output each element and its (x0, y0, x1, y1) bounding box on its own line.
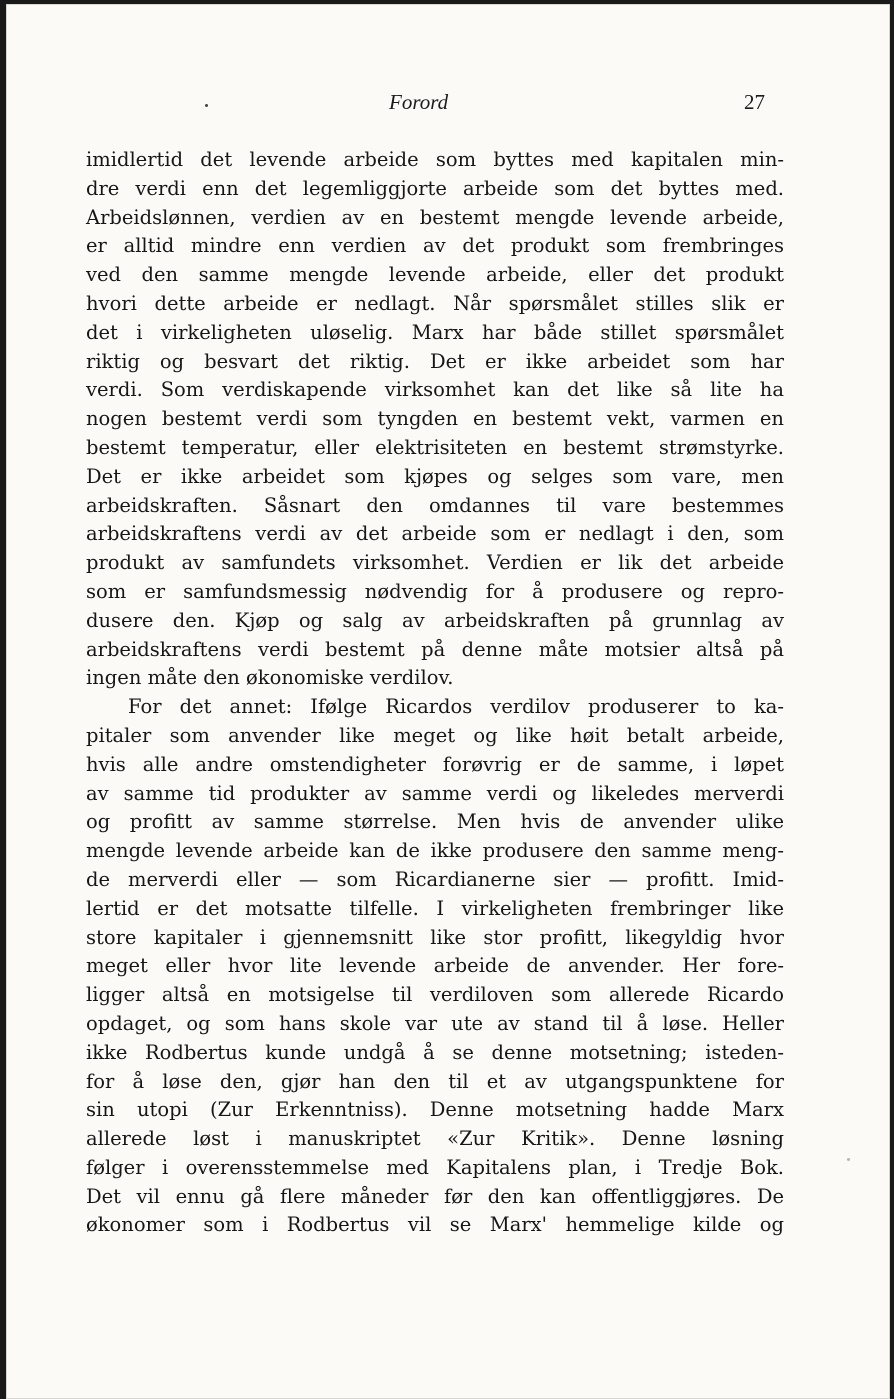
text-line: ikke Rodbertus kunde undgå å se denne motsetning; isteden- (86, 1040, 784, 1064)
text-line: arbeidskraftens verdi bestemt på denne måte motsier altså på (86, 637, 784, 661)
text-line: dusere den. Kjøp og salg av arbeidskraften på grunnlag av (86, 608, 784, 632)
text-line: som er samfundsmessig nødvendig for å produsere og repro- (86, 579, 784, 603)
text-line: lertid er det motsatte tilfelle. I virkeligheten frembringer like (86, 896, 784, 920)
text-line: hvori dette arbeide er nedlagt. Når spørsmålet stilles slik er (86, 291, 784, 315)
text-line: verdi. Som verdiskapende virksomhet kan det like så lite ha (86, 378, 784, 402)
text-line: mengde levende arbeide kan de ikke produsere den samme meng- (86, 839, 784, 863)
text-line: bestemt temperatur, eller elektrisiteten en bestemt strømstyrke. (86, 435, 784, 459)
text-line: Arbeidslønnen, verdien av en bestemt mengde levende arbeide, (86, 205, 784, 229)
paragraph-start-line: For det annet: Ifølge Ricardos verdilov produserer to ka- (128, 695, 784, 719)
text-line: sin utopi (Zur Erkenntniss). Denne motsetning hadde Marx (86, 1098, 784, 1122)
text-line: produkt av samfundets virksomhet. Verdien er lik det arbeide (86, 551, 784, 575)
text-line: ved den samme mengde levende arbeide, eller det produkt (86, 263, 784, 287)
text-line: av samme tid produkter av samme verdi og likeledes merverdi (86, 781, 784, 805)
text-line: det i virkeligheten uløselig. Marx har både stillet spørsmålet (86, 320, 784, 344)
text-line: imidlertid det levende arbeide som byttes med kapitalen min- (86, 148, 784, 171)
text-line: allerede løst i manuskriptet «Zur Kritik». Denne løsning (86, 1127, 784, 1151)
text-line: for å løse den, gjør han den til et av utgangspunktene for (86, 1069, 784, 1093)
text-line: Det vil ennu gå flere måneder før den kan offentliggjøres. De (86, 1184, 784, 1208)
page-header (6, 90, 890, 120)
text-line: nogen bestemt verdi som tyngden en bestemt vekt, varmen en (86, 407, 784, 431)
page-number: 27 (744, 90, 765, 114)
text-line: opdaget, og som hans skole var ute av stand til å løse. Heller (86, 1011, 784, 1035)
text-line: meget eller hvor lite levende arbeide de anvender. Her fore- (86, 954, 784, 978)
paragraph-end-line: ingen måte den økonomiske verdilov. (86, 666, 454, 690)
text-line: store kapitaler i gjennemsnitt like stor profitt, likegyldig hvor (86, 925, 784, 949)
text-line: følger i overensstemmelse med Kapitalens plan, i Tredje Bok. (86, 1155, 784, 1179)
text-line: de merverdi eller — som Ricardianerne sier — profitt. Imid- (86, 867, 784, 891)
text-line: pitaler som anvender like meget og like høit betalt arbeide, (86, 723, 784, 747)
text-line: Det er ikke arbeidet som kjøpes og selges som vare, men (86, 464, 784, 488)
book-page (6, 4, 890, 1399)
text-line: og profitt av samme størrelse. Men hvis de anvender ulike (86, 810, 784, 834)
body-text (86, 146, 784, 1240)
text-line: dre verdi enn det legemliggjorte arbeide som det byttes med. (86, 176, 784, 200)
printer-mark (205, 104, 208, 107)
text-line: arbeidskraftens verdi av det arbeide som er nedlagt i den, som (86, 522, 784, 546)
text-line: arbeidskraften. Såsnart den omdannes til vare bestemmes (86, 493, 784, 517)
text-line: er alltid mindre enn verdien av det produkt som frembringes (86, 234, 784, 258)
text-line: økonomer som i Rodbertus vil se Marx' hemmelige kilde og (86, 1213, 784, 1237)
text-line: ligger altså en motsigelse til verdiloven som allerede Ricardo (86, 983, 784, 1007)
paper-speck (847, 1158, 850, 1161)
running-title: Forord (389, 90, 449, 114)
text-line: riktig og besvart det riktig. Det er ikke arbeidet som har (86, 349, 784, 373)
text-line: hvis alle andre omstendigheter forøvrig er de samme, i løpet (86, 752, 784, 776)
